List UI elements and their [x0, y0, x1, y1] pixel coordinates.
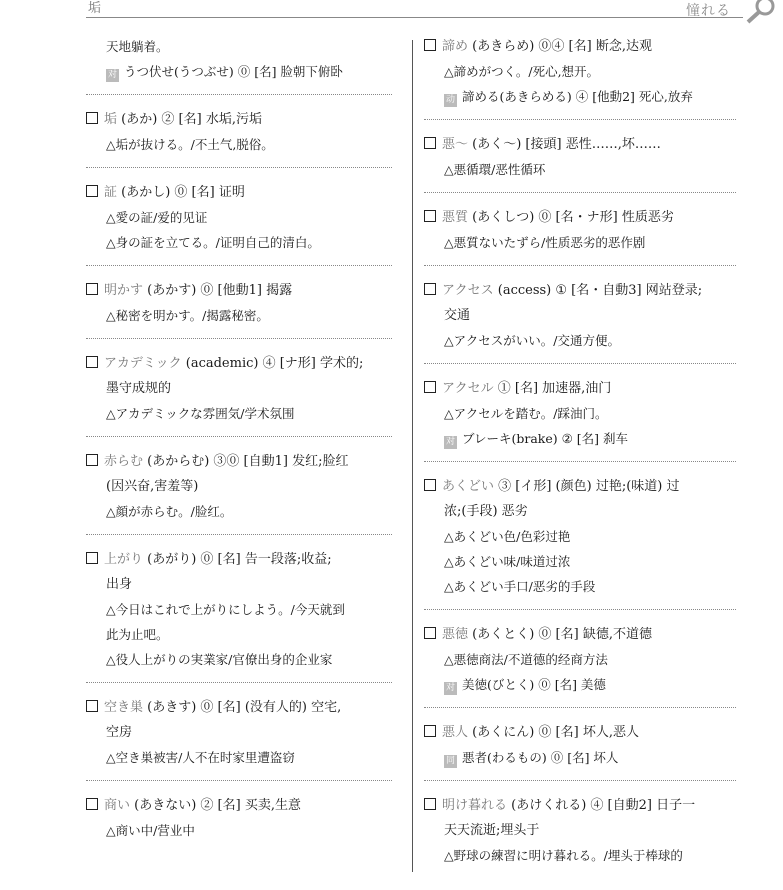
entry-headword: 悪人 — [442, 725, 469, 740]
dictionary-entry — [86, 351, 392, 437]
related-word-badge: 动 — [445, 95, 455, 105]
checkbox-icon[interactable] — [86, 356, 98, 368]
checkbox-icon[interactable] — [424, 725, 436, 737]
dictionary-entry — [424, 278, 736, 364]
example-text: △アカデミックな雰囲気/学术氛围 — [106, 406, 295, 421]
example-line — [424, 843, 736, 868]
entry-headline — [86, 547, 392, 572]
example-text: △あくどい手口/恶劣的手段 — [444, 579, 596, 594]
example-line — [424, 59, 736, 84]
example-line — [424, 230, 736, 255]
checkbox-icon[interactable] — [424, 210, 436, 222]
dictionary-entry — [424, 205, 736, 266]
checkbox-icon[interactable] — [86, 552, 98, 564]
entry-headline — [424, 720, 736, 745]
example-text: 悪者(わるもの) ⓪ [名] 坏人 — [462, 750, 619, 765]
example-text: △愛の証/爱的见证 — [106, 210, 208, 225]
entry-headword: アカデミック — [104, 356, 182, 371]
entry-headword: 悪質 — [442, 210, 469, 225]
example-line — [424, 647, 736, 672]
dictionary-entry — [86, 180, 392, 266]
entry-headword: 悪～ — [442, 137, 469, 152]
example-line — [86, 597, 392, 622]
checkbox-icon[interactable] — [424, 283, 436, 295]
example-text: △身の証を立てる。/证明自己的清白。 — [106, 235, 320, 250]
entry-headword: 証 — [104, 185, 118, 200]
entry-definition: (あくにん) ⓪ [名] 坏人,恶人 — [468, 725, 639, 740]
related-word-badge: 对 — [445, 437, 455, 447]
example-text: △空き巣被害/人不在时家里遭盗窃 — [106, 750, 295, 765]
dictionary-entry — [424, 793, 736, 878]
example-text: △アクセスがいい。/交通方便。 — [444, 333, 620, 348]
entry-definition: (あかし) ⓪ [名] 证明 — [117, 185, 245, 200]
entry-headline — [86, 180, 392, 205]
example-text: 諦める(あきらめる) ④ [他動2] 死心,放弃 — [462, 89, 693, 104]
entry-headline — [86, 351, 392, 376]
related-word-badge: 对 — [107, 70, 117, 80]
entry-headword: あくどい — [442, 479, 495, 494]
checkbox-icon[interactable] — [424, 627, 436, 639]
checkbox-icon[interactable] — [424, 39, 436, 51]
entry-headword: 明かす — [104, 283, 144, 298]
related-word-badge: 同 — [445, 756, 455, 766]
checkbox-icon[interactable] — [424, 137, 436, 149]
example-line — [86, 647, 392, 672]
example-line — [424, 157, 736, 182]
example-line — [86, 622, 392, 647]
dictionary-entry — [86, 107, 392, 168]
entry-headline — [424, 622, 736, 647]
entry-definition: (access) ① [名・自動3] 网站登录; — [493, 283, 703, 298]
entry-definition: ③ [イ形] (颜色) 过艳;(味道) 过 — [494, 479, 680, 494]
header-right-label: 憧れる — [686, 3, 731, 19]
entry-headline — [86, 793, 392, 818]
example-text: △あくどい味/味道过浓 — [444, 554, 571, 569]
entry-definition-cont: 墨守成规的 — [106, 381, 172, 396]
dictionary-entry — [424, 34, 736, 120]
example-line — [424, 84, 736, 109]
entry-headline — [424, 205, 736, 230]
entry-headword: 諦め — [442, 39, 469, 54]
entry-headline — [424, 376, 736, 401]
example-text: △顔が赤らむ。/脸红。 — [106, 504, 233, 519]
left-column — [86, 34, 392, 865]
example-line — [424, 574, 736, 599]
checkbox-icon[interactable] — [86, 454, 98, 466]
entry-headline — [424, 474, 736, 499]
entry-headword: 商い — [104, 798, 131, 813]
entry-definition-cont: (因兴奋,害羞等) — [106, 479, 199, 494]
checkbox-icon[interactable] — [86, 700, 98, 712]
entry-definition: (あけくれる) ④ [自動2] 日子一 — [507, 798, 696, 813]
example-line — [86, 401, 392, 426]
right-column — [424, 34, 736, 890]
example-text: △アクセルを踏む。/踩油门。 — [444, 406, 608, 421]
checkbox-icon[interactable] — [86, 283, 98, 295]
checkbox-icon[interactable] — [86, 185, 98, 197]
checkbox-icon[interactable] — [424, 479, 436, 491]
related-word-badge: 对 — [445, 683, 455, 693]
dictionary-entry — [424, 132, 736, 193]
example-text: △役人上がりの実業家/官僚出身的企业家 — [106, 652, 333, 667]
header-left-label: 垢 — [88, 1, 102, 16]
example-line — [424, 549, 736, 574]
entry-definition: (あきない) ② [名] 买卖,生意 — [130, 798, 301, 813]
entry-definition: (あかす) ⓪ [他動1] 揭露 — [143, 283, 293, 298]
example-line — [86, 230, 392, 255]
entry-headline — [424, 34, 736, 59]
page-header — [0, 0, 783, 20]
example-line — [424, 426, 736, 451]
entry-definition-cont: 出身 — [106, 577, 133, 592]
dictionary-entry — [86, 695, 392, 781]
checkbox-icon[interactable] — [424, 798, 436, 810]
dictionary-entry — [86, 547, 392, 683]
checkbox-icon[interactable] — [86, 112, 98, 124]
example-line — [424, 328, 736, 353]
example-text: ブレーキ(brake) ② [名] 刹车 — [462, 431, 629, 446]
entry-headline — [86, 449, 392, 474]
header-rule — [86, 17, 743, 18]
entry-definition-cont: 天天流逝;埋头于 — [444, 823, 540, 838]
example-text: △諦めがつく。/死心,想开。 — [444, 64, 600, 79]
entry-headword: 上がり — [104, 552, 144, 567]
entry-headline — [86, 695, 392, 720]
entry-definition: ① [名] 加速器,油门 — [493, 381, 612, 396]
checkbox-icon[interactable] — [424, 381, 436, 393]
entry-headword: 悪徳 — [442, 627, 469, 642]
example-text: △悪循環/恶性循环 — [444, 162, 546, 177]
entry-headword: 垢 — [104, 112, 118, 127]
entry-headline — [424, 278, 736, 303]
dictionary-entry — [86, 793, 392, 853]
example-text: △あくどい色/色彩过艳 — [444, 529, 571, 544]
entry-headword: 明け暮れる — [442, 798, 508, 813]
entry-headword: 空き巣 — [104, 700, 144, 715]
entry-definition-cont: 浓;(手段) 恶劣 — [444, 504, 528, 519]
magnifier-icon — [743, 0, 781, 24]
example-text: △悪徳商法/不道德的经商方法 — [444, 652, 608, 667]
dictionary-entry — [424, 376, 736, 462]
entry-definition-cont: 空房 — [106, 725, 133, 740]
checkbox-icon[interactable] — [86, 798, 98, 810]
example-line — [86, 132, 392, 157]
dictionary-entry — [86, 449, 392, 535]
entry-headword: アクセス — [442, 283, 494, 298]
example-text: 美徳(びとく) ⓪ [名] 美德 — [462, 677, 606, 692]
example-line — [86, 818, 392, 843]
entry-headword: 赤らむ — [104, 454, 144, 469]
entry-headline — [424, 132, 736, 157]
entry-headline — [86, 278, 392, 303]
column-divider — [412, 40, 413, 872]
dictionary-entry — [424, 474, 736, 610]
entry-definition: (あくしつ) ⓪ [名・ナ形] 性质恶劣 — [468, 210, 674, 225]
example-text: 天地躺着。 — [106, 39, 169, 54]
entry-headword: アクセル — [442, 381, 494, 396]
dictionary-entry — [86, 278, 392, 339]
entry-definition: (あがり) ⓪ [名] 告一段落;收益; — [143, 552, 332, 567]
entry-definition: (academic) ④ [ナ形] 学术的; — [181, 356, 364, 371]
entry-definition: (あく～) [接頭] 恶性……,坏…… — [468, 137, 661, 152]
example-line — [424, 745, 736, 770]
example-line — [424, 401, 736, 426]
entry-definition: (あからむ) ③⓪ [自動1] 发红;脸红 — [143, 454, 349, 469]
example-text: 此为止吧。 — [106, 627, 169, 642]
example-text: △商い中/营业中 — [106, 823, 195, 838]
example-text: △垢が抜ける。/不土气,脱俗。 — [106, 137, 274, 152]
example-line — [86, 745, 392, 770]
example-line — [424, 672, 736, 697]
entry-definition: (あきらめ) ⓪④ [名] 断念,达观 — [468, 39, 652, 54]
entry-definition: (あきす) ⓪ [名] (没有人的) 空宅, — [143, 700, 342, 715]
dictionary-entry — [424, 622, 736, 708]
entry-definition-cont: 交通 — [444, 308, 471, 323]
example-line — [86, 499, 392, 524]
example-text: △今日はこれで上がりにしよう。/今天就到 — [106, 602, 345, 617]
entry-headline — [424, 793, 736, 818]
example-line — [86, 303, 392, 328]
entry-definition: (あか) ② [名] 水垢,污垢 — [117, 112, 262, 127]
example-line — [86, 59, 392, 84]
example-text: △悪質ないたずら/性质恶劣的恶作剧 — [444, 235, 646, 250]
example-line — [424, 524, 736, 549]
example-line — [86, 205, 392, 230]
dictionary-entry — [424, 720, 736, 781]
example-text: △野球の練習に明け暮れる。/埋头于棒球的 — [444, 848, 683, 863]
dictionary-entry — [86, 34, 392, 95]
example-line — [86, 34, 392, 59]
example-text: うつ伏せ(うつぶせ) ⓪ [名] 脸朝下俯卧 — [124, 64, 343, 79]
example-text: △秘密を明かす。/揭露秘密。 — [106, 308, 269, 323]
entry-headline — [86, 107, 392, 132]
entry-definition: (あくとく) ⓪ [名] 缺德,不道德 — [468, 627, 652, 642]
